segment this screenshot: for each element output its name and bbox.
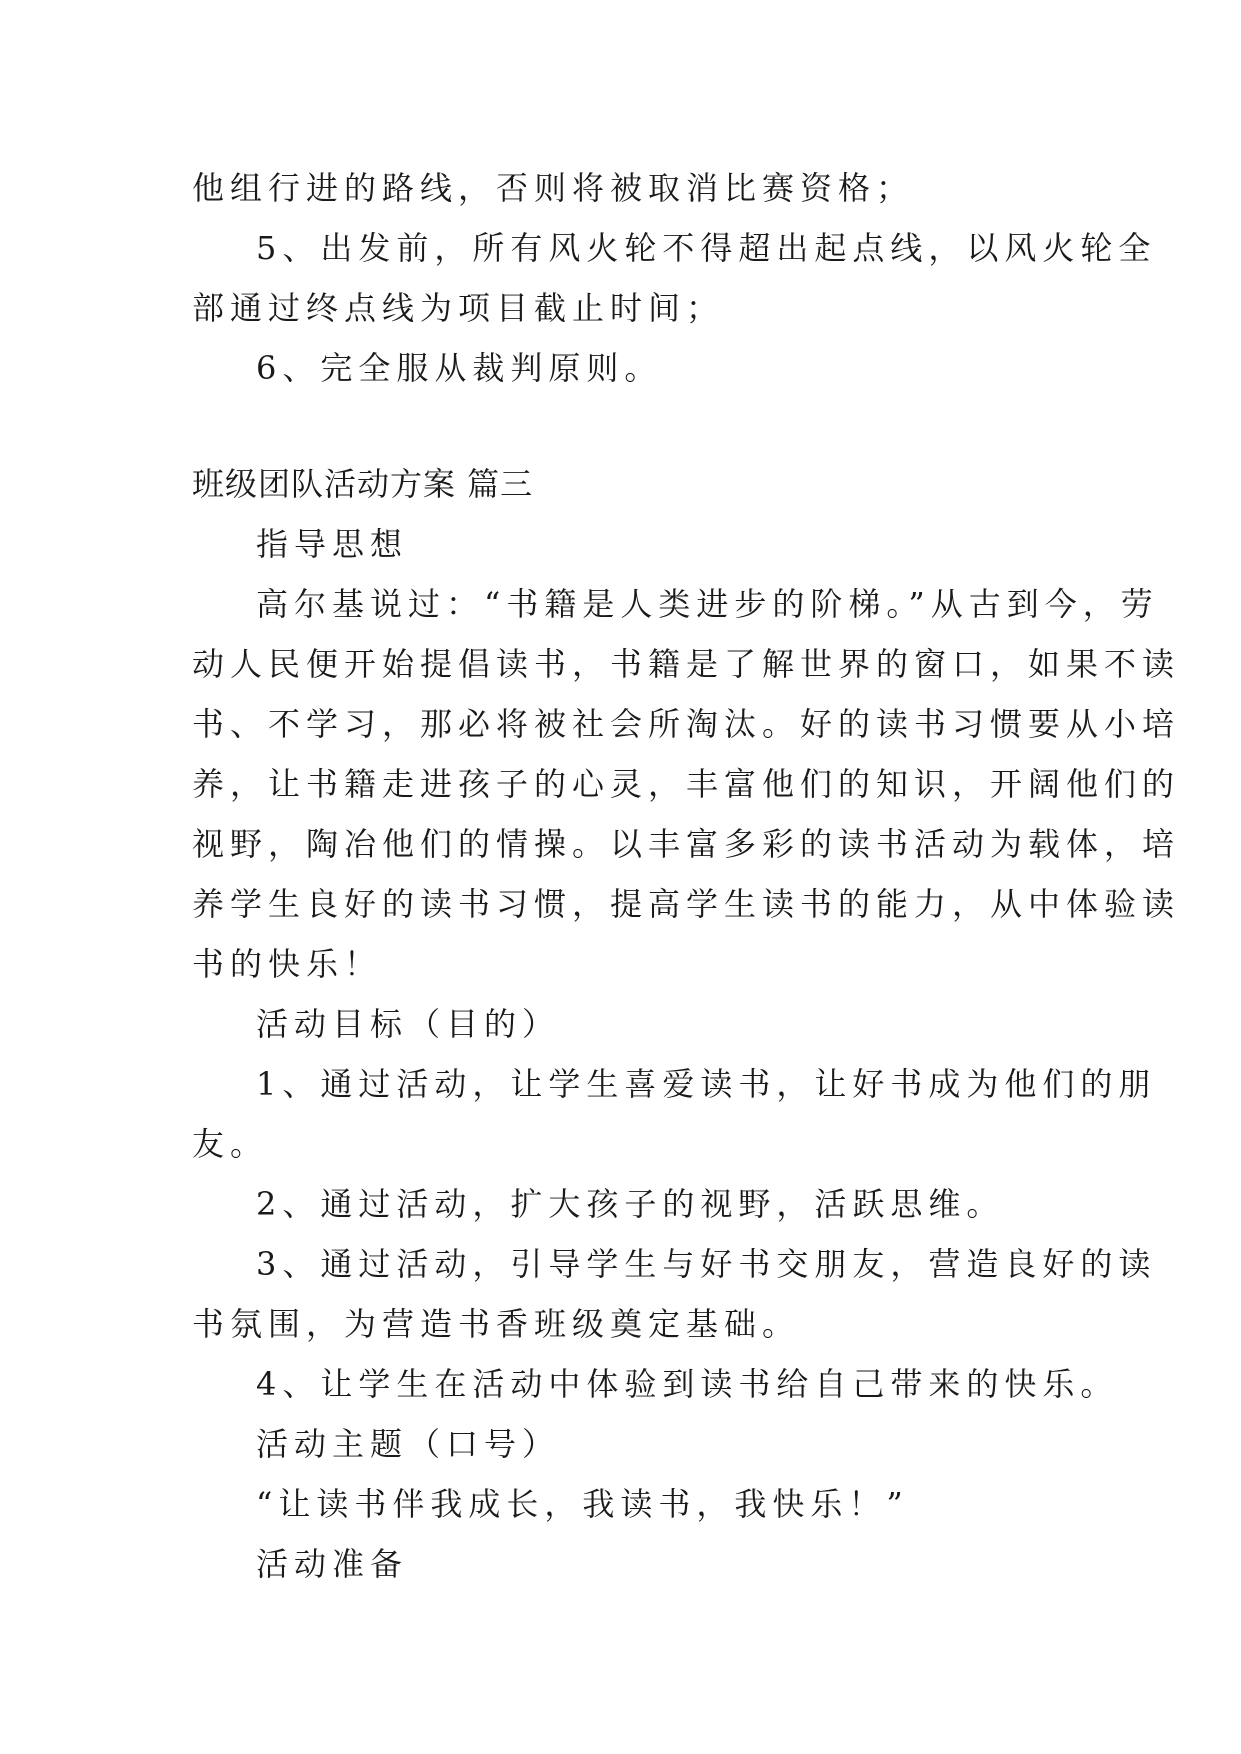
- guiding-paragraph-line: 高尔基说过：“书籍是人类进步的阶梯。”从古到今，劳: [256, 585, 1159, 623]
- goal-item-2: 2、通过活动，扩大孩子的视野，活跃思维。: [256, 1185, 1005, 1223]
- goal-item-3: 3、通过活动，引导学生与好书交朋友，营造良好的读: [256, 1245, 1157, 1283]
- section-title: 班级团队活动方案 篇三: [192, 465, 534, 503]
- guiding-paragraph-line: 书的快乐！: [192, 945, 383, 983]
- rule-item-6: 6、完全服从裁判原则。: [256, 349, 663, 387]
- theme-heading: 活动主题（口号）: [256, 1425, 561, 1463]
- continuation-block: [192, 158, 1157, 398]
- paragraph-line: 部通过终点线为项目截止时间；: [192, 289, 725, 327]
- goal-item-1: 1、通过活动，让学生喜爱读书，让好书成为他们的朋: [256, 1065, 1157, 1103]
- guiding-paragraph-line: 动人民便开始提倡读书，书籍是了解世界的窗口，如果不读: [192, 645, 1181, 683]
- guiding-paragraph-line: 养，让书籍走进孩子的心灵，丰富他们的知识，开阔他们的: [192, 765, 1181, 803]
- paragraph-line: 他组行进的路线，否则将被取消比赛资格；: [192, 169, 915, 207]
- guiding-paragraph-line: 养学生良好的读书习惯，提高学生读书的能力，从中体验读: [192, 885, 1181, 923]
- section-block: [192, 454, 1181, 1594]
- goal-item-4: 4、让学生在活动中体验到读书给自己带来的快乐。: [256, 1365, 1119, 1403]
- theme-slogan: “让读书伴我成长，我读书，我快乐！”: [256, 1485, 909, 1523]
- guiding-heading: 指导思想: [256, 525, 409, 563]
- goals-heading: 活动目标（目的）: [256, 1005, 561, 1043]
- rule-item-5: 5、出发前，所有风火轮不得超出起点线，以风火轮全: [256, 229, 1157, 267]
- guiding-paragraph-line: 书、不学习，那必将被社会所淘汰。好的读书习惯要从小培: [192, 705, 1181, 743]
- guiding-paragraph-line: 视野，陶冶他们的情操。以丰富多彩的读书活动为载体，培: [192, 825, 1181, 863]
- goal-item-3-cont: 书氛围，为营造书香班级奠定基础。: [192, 1305, 801, 1343]
- preparation-heading: 活动准备: [256, 1545, 409, 1583]
- goal-item-1-cont: 友。: [192, 1125, 269, 1163]
